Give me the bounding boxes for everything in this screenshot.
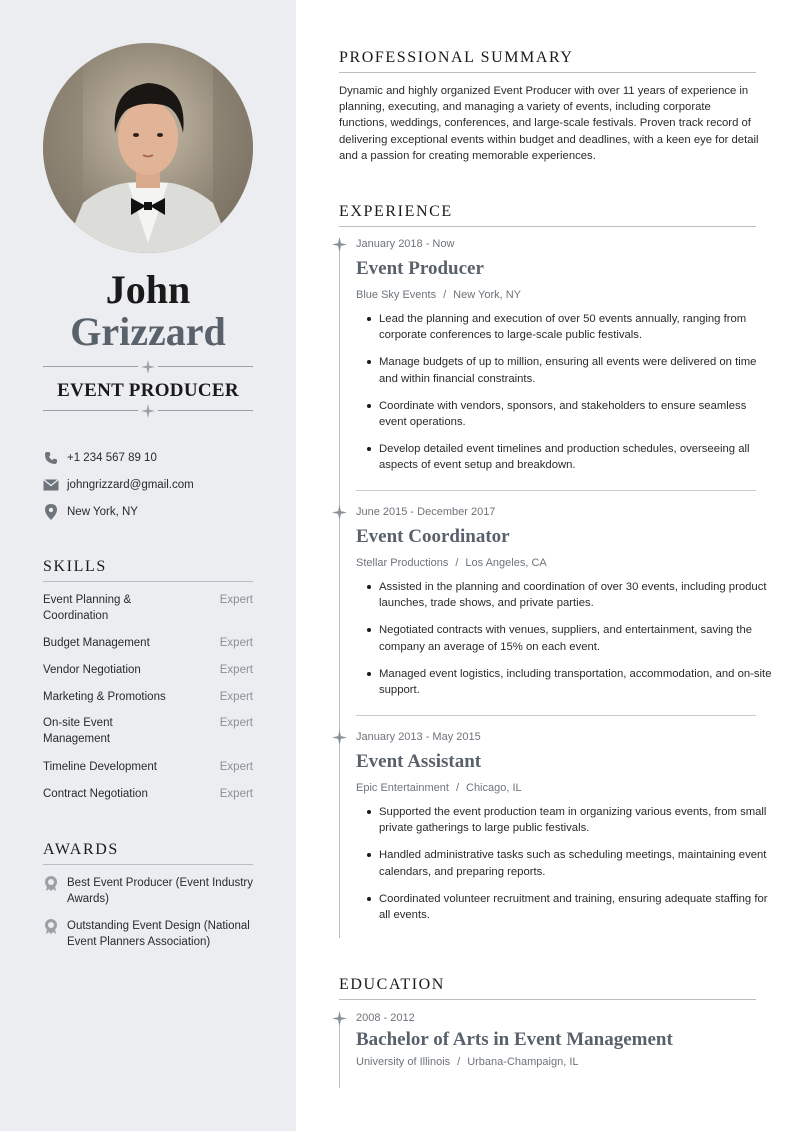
map-pin-icon — [43, 504, 59, 520]
awards-heading: AWARDS — [43, 841, 253, 865]
job-company: Blue Sky Events — [356, 289, 437, 301]
skill-name: Contract Negotiation — [43, 788, 148, 800]
skill-row — [43, 715, 253, 747]
four-point-star-icon — [141, 360, 155, 374]
list-item: Handled administrative tasks such as scheduling meetings, maintaining event calendars, and preparing reports. — [356, 847, 776, 879]
award-badge-icon — [43, 875, 59, 891]
job-location: New York, NY — [453, 289, 522, 301]
skills-heading: SKILLS — [43, 558, 253, 582]
profile-photo — [43, 43, 253, 253]
summary-heading: PROFESSIONAL SUMMARY — [339, 49, 756, 73]
job-company-line — [356, 782, 522, 794]
contact-phone — [43, 449, 157, 467]
job-dates: January 2013 - May 2015 — [356, 731, 481, 743]
job-bullets — [356, 579, 776, 709]
skill-level: Expert — [219, 761, 253, 773]
location-text: New York, NY — [67, 506, 138, 518]
job-divider — [356, 490, 756, 491]
job-company-line — [356, 557, 547, 569]
education-heading: EDUCATION — [339, 976, 756, 1000]
summary-text: Dynamic and highly organized Event Producer with over 11 years of experience in planning, executing, and managing a variety of events, including corporate functions, weddings, conferences, and large-scale festivals. Proven track record of delivering exceptional events within budget and deadlines, with a keen eye for detail and a passion for creating memorable experiences. — [339, 85, 759, 162]
education-location: Urbana-Champaign, IL — [467, 1056, 579, 1068]
skill-name: Timeline Development — [43, 761, 157, 773]
skill-name: Vendor Negotiation — [43, 664, 141, 676]
main-content — [296, 0, 800, 1131]
skill-name: On-site Event Management — [43, 717, 113, 745]
contact-email[interactable] — [43, 476, 194, 494]
list-item: Lead the planning and execution of over 50 events annually, ranging from corporate conferences to large-scale public festivals. — [356, 311, 776, 343]
four-point-star-icon — [141, 404, 155, 418]
envelope-icon — [43, 477, 59, 493]
job-location: Chicago, IL — [466, 782, 522, 794]
separator: / — [455, 782, 459, 794]
list-item: Coordinate with vendors, sponsors, and stakeholders to ensure seamless event operations. — [356, 398, 776, 430]
title-rule-bottom — [43, 404, 253, 418]
skill-row — [43, 592, 253, 624]
job-bullets — [356, 804, 776, 934]
award-text: Outstanding Event Design (National Event Planners Association) — [67, 920, 250, 948]
list-item: Manage budgets of up to million, ensuring all events were delivered on time and within financial constraints. — [356, 354, 776, 386]
skill-row — [43, 689, 253, 705]
skill-name: Marketing & Promotions — [43, 691, 166, 703]
experience-heading: EXPERIENCE — [339, 203, 756, 227]
skill-level: Expert — [219, 717, 253, 729]
education-timeline — [339, 1018, 340, 1088]
job-dates: January 2018 - Now — [356, 238, 455, 250]
phone-icon — [43, 450, 59, 466]
job-location: Los Angeles, CA — [465, 557, 547, 569]
skill-row — [43, 662, 253, 678]
skill-level: Expert — [219, 637, 253, 649]
job-divider — [356, 715, 756, 716]
separator: / — [457, 1056, 461, 1068]
skill-name: Event Planning & Coordination — [43, 594, 132, 622]
skill-row — [43, 786, 253, 802]
list-item: Coordinated volunteer recruitment and training, ensuring adequate staffing for all events. — [356, 891, 776, 923]
education-dates: 2008 - 2012 — [356, 1012, 415, 1024]
job-company: Epic Entertainment — [356, 782, 449, 794]
skill-row — [43, 635, 253, 651]
experience-timeline — [339, 244, 340, 938]
job-role: Event Producer — [356, 258, 484, 279]
education-school-line — [356, 1056, 579, 1068]
skill-level: Expert — [219, 788, 253, 800]
first-name: John — [105, 267, 191, 312]
skill-name: Budget Management — [43, 637, 150, 649]
skill-row — [43, 759, 253, 775]
job-bullets — [356, 311, 776, 485]
contact-location — [43, 503, 138, 521]
list-item: Managed event logistics, including transportation, accommodation, and on-site support. — [356, 666, 776, 698]
email-link[interactable]: johngrizzard@gmail.com — [67, 479, 194, 491]
list-item: Negotiated contracts with venues, suppliers, and entertainment, saving the company an average of 15% on each event. — [356, 622, 776, 654]
job-title: EVENT PRODUCER — [57, 380, 239, 401]
education-school: University of Illinois — [356, 1056, 451, 1068]
four-point-star-icon — [332, 730, 347, 745]
four-point-star-icon — [332, 1011, 347, 1026]
list-item: Assisted in the planning and coordination of over 30 events, including product launches, trade shows, and private parties. — [356, 579, 776, 611]
award-badge-icon — [43, 918, 59, 934]
award-item — [43, 918, 258, 950]
separator: / — [443, 289, 447, 301]
job-dates: June 2015 - December 2017 — [356, 506, 496, 518]
skill-level: Expert — [219, 691, 253, 703]
four-point-star-icon — [332, 505, 347, 520]
title-rule-top — [43, 360, 253, 374]
phone-text: +1 234 567 89 10 — [67, 452, 157, 464]
skill-level: Expert — [219, 664, 253, 676]
job-role: Event Assistant — [356, 751, 482, 772]
job-role: Event Coordinator — [356, 526, 510, 547]
skill-level: Expert — [219, 594, 253, 606]
separator: / — [455, 557, 459, 569]
list-item: Supported the event production team in organizing various events, from small private gatherings to large public festivals. — [356, 804, 776, 836]
list-item: Develop detailed event timelines and production schedules, overseeing all aspects of event setup and breakdown. — [356, 441, 776, 473]
job-company: Stellar Productions — [356, 557, 449, 569]
job-company-line — [356, 289, 521, 301]
four-point-star-icon — [332, 237, 347, 252]
sidebar — [0, 0, 296, 1131]
education-degree: Bachelor of Arts in Event Management — [356, 1029, 673, 1050]
last-name: Grizzard — [70, 309, 226, 354]
award-text: Best Event Producer (Event Industry Awards) — [67, 877, 254, 905]
award-item — [43, 875, 258, 907]
